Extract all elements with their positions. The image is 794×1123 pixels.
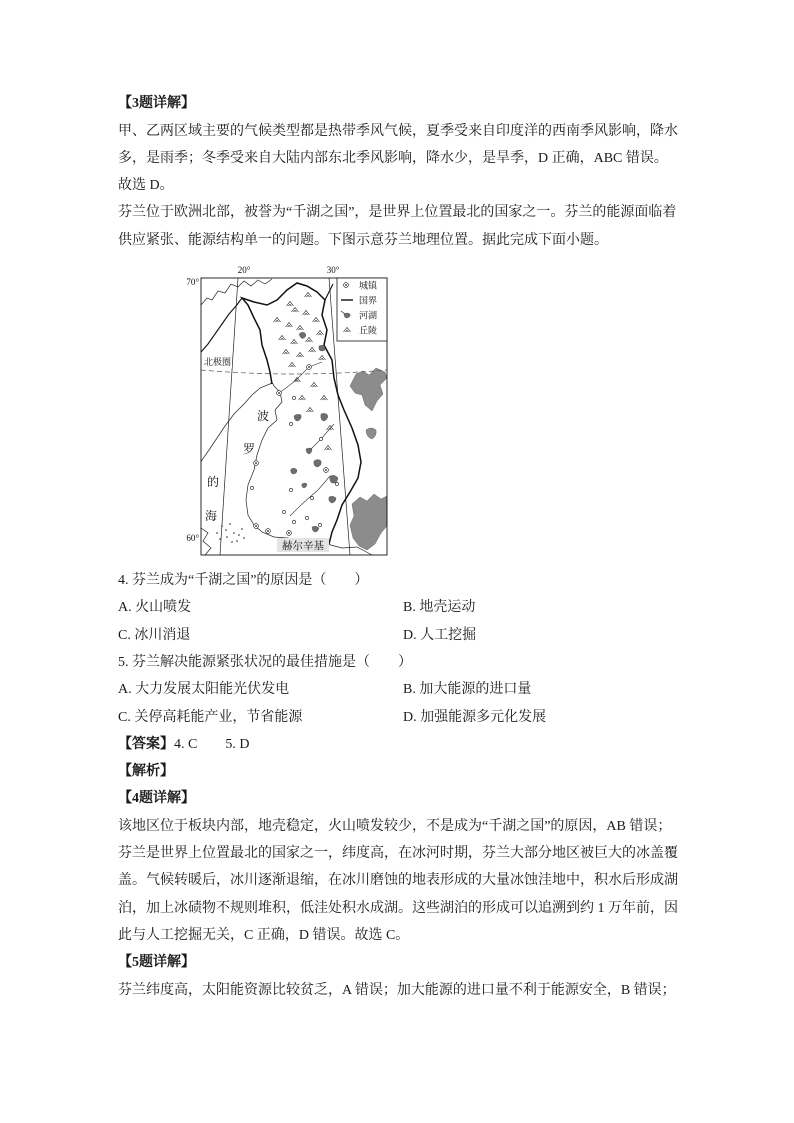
hill-symbol <box>292 308 299 313</box>
hill-symbol <box>311 383 318 388</box>
lake <box>330 475 338 483</box>
gulf-of-bothnia-coast <box>201 383 372 555</box>
hill-symbol <box>313 318 320 323</box>
answer-label: 【答案】 <box>118 736 174 752</box>
hill-symbol <box>319 356 326 361</box>
hill-symbol <box>297 326 304 331</box>
arctic-circle-label: 北极圈 <box>204 357 232 368</box>
hill-symbol <box>279 336 286 341</box>
legend-label: 丘陵 <box>359 325 378 336</box>
lake <box>319 345 325 351</box>
town-marker <box>335 482 338 485</box>
russia-water-bodies <box>350 368 387 550</box>
lon-30-label: 30° <box>326 265 340 276</box>
lat-70-label: 70° <box>186 277 199 288</box>
q3-detail-heading: 【3题详解】 <box>118 96 195 112</box>
hill-symbol <box>317 331 324 336</box>
q3-detail-line: 故选 D。 <box>118 178 174 194</box>
archipelago <box>216 523 245 543</box>
finland-map-svg <box>182 254 392 567</box>
hill-symbol <box>274 318 281 323</box>
intro-line: 芬兰位于欧洲北部，被誉为“千湖之国”，是世界上位置最北的国家之一。芬兰的能源面临着 <box>118 205 677 221</box>
sweden-south-coast <box>201 528 211 555</box>
hill-symbol <box>297 353 304 358</box>
meridian-20-line <box>220 278 238 555</box>
city-marker <box>254 461 259 466</box>
q5-detail-line: 芬兰纬度高，太阳能资源比较贫乏，A 错误；加大能源的进口量不利于能源安全，B 错误； <box>118 982 676 998</box>
legend-label: 城镇 <box>359 280 378 291</box>
sea-label-char: 波 <box>256 409 270 424</box>
rivers <box>279 362 334 516</box>
river <box>310 424 334 450</box>
option-b: B. 加大能源的进口量 <box>403 682 532 698</box>
hill-symbol <box>321 396 328 401</box>
option-a: A. 大力发展太阳能光伏发电 <box>118 682 290 698</box>
town-marker <box>305 516 308 519</box>
hill-symbols <box>274 293 334 451</box>
sea-label-char: 的 <box>206 475 220 490</box>
map-legend <box>337 278 387 341</box>
town-marker <box>319 437 322 440</box>
lake <box>294 414 301 421</box>
option-d: D. 人工挖掘 <box>403 627 477 643</box>
finland-map <box>182 254 392 567</box>
river <box>279 362 322 393</box>
question-5-options-row <box>118 676 688 703</box>
town-marker <box>292 396 295 399</box>
answer-value: 4. C 5. D <box>174 736 250 752</box>
option-c: C. 关停高耗能产业，节省能源 <box>118 709 303 725</box>
hill-symbol <box>283 350 290 355</box>
town-marker <box>289 422 292 425</box>
lake-ladoga <box>350 494 387 550</box>
city-marker <box>266 529 271 534</box>
town-icon <box>344 283 349 288</box>
q4-detail-line: 盖。气候转暖后，冰川逐渐退缩，在冰川磨蚀的地表形成的大量冰蚀洼地中，积水后形成湖 <box>118 873 678 889</box>
question-4-options-row <box>118 594 688 621</box>
lat-60-label: 60° <box>186 533 199 544</box>
hill-symbol <box>325 446 332 451</box>
answer-line <box>118 731 688 758</box>
sea-label-char: 罗 <box>242 442 256 457</box>
white-sea <box>350 368 387 411</box>
lake <box>329 496 336 503</box>
q4-detail-line: 此与人工挖掘无关，C 正确，D 错误。故选 C。 <box>118 927 410 943</box>
town-markers <box>250 365 338 536</box>
lake <box>302 483 307 488</box>
option-b: B. 地壳运动 <box>403 600 476 616</box>
town-marker <box>292 520 295 523</box>
question-4-options-row <box>118 622 688 649</box>
q3-detail-line: 多，是雨季；冬季受来自大陆内部东北季风影响，降水少，是旱季，D 正确，ABC 错误。 <box>118 150 668 166</box>
town-marker <box>289 488 292 491</box>
legend-label: 国界 <box>359 295 378 306</box>
capital-label: 赫尔辛基 <box>282 541 324 553</box>
q5-detail-heading: 【5题详解】 <box>118 955 195 971</box>
lake <box>291 468 297 474</box>
q4-detail-line: 泊，加上冰碛物不规则堆积，低洼处积水成湖。这些湖泊的形成可以追溯到约 1 万年前，因 <box>118 900 678 916</box>
legend-label: 河湖 <box>359 310 378 321</box>
hill-symbol <box>303 311 310 316</box>
hill-symbol <box>305 293 312 298</box>
city-marker <box>307 365 312 370</box>
river <box>290 476 330 516</box>
hill-symbol <box>291 340 298 345</box>
norway-russia-border <box>325 284 333 300</box>
hill-symbol <box>306 338 313 343</box>
question-5-options-row <box>118 704 688 731</box>
lake <box>312 526 319 532</box>
hill-symbol <box>299 396 306 401</box>
q4-detail-line: 该地区位于板块内部，地壳稳定，火山喷发较少，不是成为“千湖之国”的原因，AB 错误； <box>118 818 672 834</box>
hill-symbol <box>287 302 294 307</box>
city-marker <box>287 531 292 536</box>
lake <box>366 428 376 439</box>
intro-line: 供应紧张、能源结构单一的问题。下图示意芬兰地理位置。据此完成下面小题。 <box>118 232 608 248</box>
analysis-heading: 【解析】 <box>118 764 174 780</box>
city-marker <box>324 468 329 473</box>
question-4-stem: 4. 芬兰成为“千湖之国”的原因是（ ） <box>118 573 369 589</box>
hill-symbol <box>307 408 314 413</box>
hill-symbol <box>289 363 296 368</box>
option-a: A. 火山喷发 <box>118 600 192 616</box>
question-5-stem: 5. 芬兰解决能源紧张状况的最佳措施是（ ） <box>118 654 412 670</box>
town-marker <box>318 523 321 526</box>
option-c: C. 冰川消退 <box>118 627 191 643</box>
lake <box>321 413 328 421</box>
hill-symbol <box>309 348 316 353</box>
lon-20-label: 20° <box>237 265 251 276</box>
city-marker <box>277 391 282 396</box>
lake <box>299 332 306 338</box>
q4-detail-line: 芬兰是世界上位置最北的国家之一，纬度高，在冰河时期，芬兰大部分地区被巨大的冰盖覆 <box>118 846 678 862</box>
town-marker <box>310 496 313 499</box>
finland-lakes <box>291 332 338 532</box>
town-marker <box>250 486 253 489</box>
city-marker <box>254 524 259 529</box>
lake <box>314 460 321 468</box>
norway-sweden-border <box>201 298 242 352</box>
sea-label-char: 海 <box>204 509 218 524</box>
q3-detail-line: 甲、乙两区域主要的气候类型都是热带季风气候，夏季受来自印度洋的西南季风影响，降水 <box>118 123 678 139</box>
q4-detail-heading: 【4题详解】 <box>118 791 195 807</box>
town-marker <box>282 510 285 513</box>
hill-symbol <box>286 323 293 328</box>
option-d: D. 加强能源多元化发展 <box>403 709 547 725</box>
